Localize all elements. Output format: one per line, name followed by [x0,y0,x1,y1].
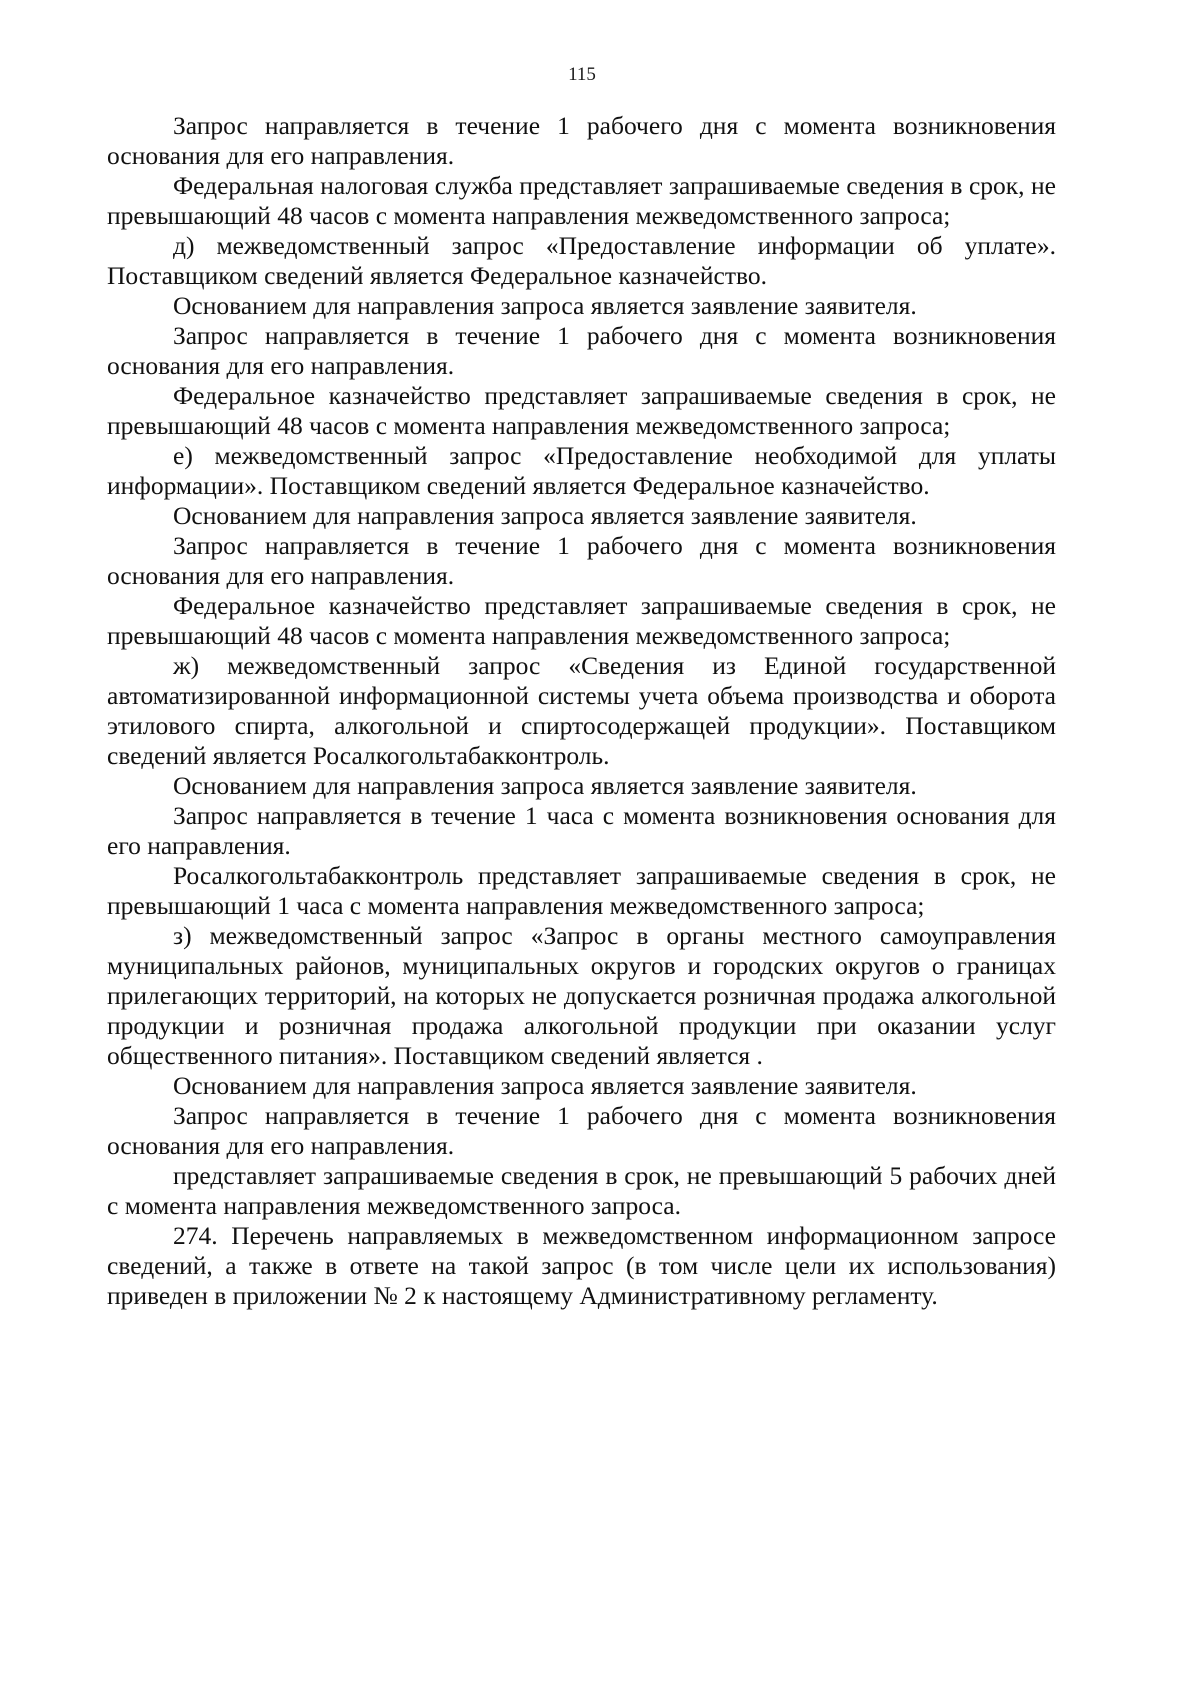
paragraph: Росалкогольтабакконтроль представляет запрашиваемые сведения в срок, не превышающий 1 часа с момента направления межведомственного запроса; [107,861,1056,920]
paragraph: Основанием для направления запроса является заявление заявителя. [173,1071,917,1100]
paragraph: Запрос направляется в течение 1 рабочего дня с момента возникновения основания для его направления. [107,321,1056,380]
paragraph: ж) межведомственный запрос «Сведения из Единой государственной автоматизированной информационной системы учета объема производства и оборота этилового спирта, алкогольной и спиртосодержащей продукции». Поставщиком сведений является Росалкогольтабакконтроль. [107,651,1056,770]
paragraph: Основанием для направления запроса является заявление заявителя. [173,771,917,800]
paragraph: Основанием для направления запроса является заявление заявителя. [173,501,917,530]
paragraph: Запрос направляется в течение 1 рабочего дня с момента возникновения основания для его направления. [107,531,1056,590]
page-number: 115 [568,64,596,85]
paragraph: представляет запрашиваемые сведения в срок, не превышающий 5 рабочих дней с момента направления межведомственного запроса. [107,1161,1056,1220]
paragraph: Запрос направляется в течение 1 рабочего дня с момента возникновения основания для его направления. [107,111,1056,170]
paragraph: Федеральная налоговая служба представляет запрашиваемые сведения в срок, не превышающий 48 часов с момента направления межведомственного запроса; [107,171,1056,230]
document-body [107,111,1056,1311]
paragraph: е) межведомственный запрос «Предоставление необходимой для уплаты информации». Поставщиком сведений является Федеральное казначейство. [107,441,1056,500]
paragraph: з) межведомственный запрос «Запрос в органы местного самоуправления муниципальных районов, муниципальных округов и городских округов о границах прилегающих территорий, на которых не допускается розничная продажа алкогольной продукции и розничная продажа алкогольной продукции при оказании услуг общественного питания». Поставщиком сведений является . [107,921,1056,1070]
paragraph: Запрос направляется в течение 1 рабочего дня с момента возникновения основания для его направления. [107,1101,1056,1160]
paragraph: Запрос направляется в течение 1 часа с момента возникновения основания для его направления. [107,801,1056,860]
paragraph: Основанием для направления запроса является заявление заявителя. [173,291,917,320]
paragraph: д) межведомственный запрос «Предоставление информации об уплате». Поставщиком сведений является Федеральное казначейство. [107,231,1056,290]
paragraph: Федеральное казначейство представляет запрашиваемые сведения в срок, не превышающий 48 часов с момента направления межведомственного запроса; [107,381,1056,440]
paragraph: 274. Перечень направляемых в межведомственном информационном запросе сведений, а также в ответе на такой запрос (в том числе цели их использования) приведен в приложении № 2 к настоящему Административному регламенту. [107,1221,1056,1310]
paragraph: Федеральное казначейство представляет запрашиваемые сведения в срок, не превышающий 48 часов с момента направления межведомственного запроса; [107,591,1056,650]
